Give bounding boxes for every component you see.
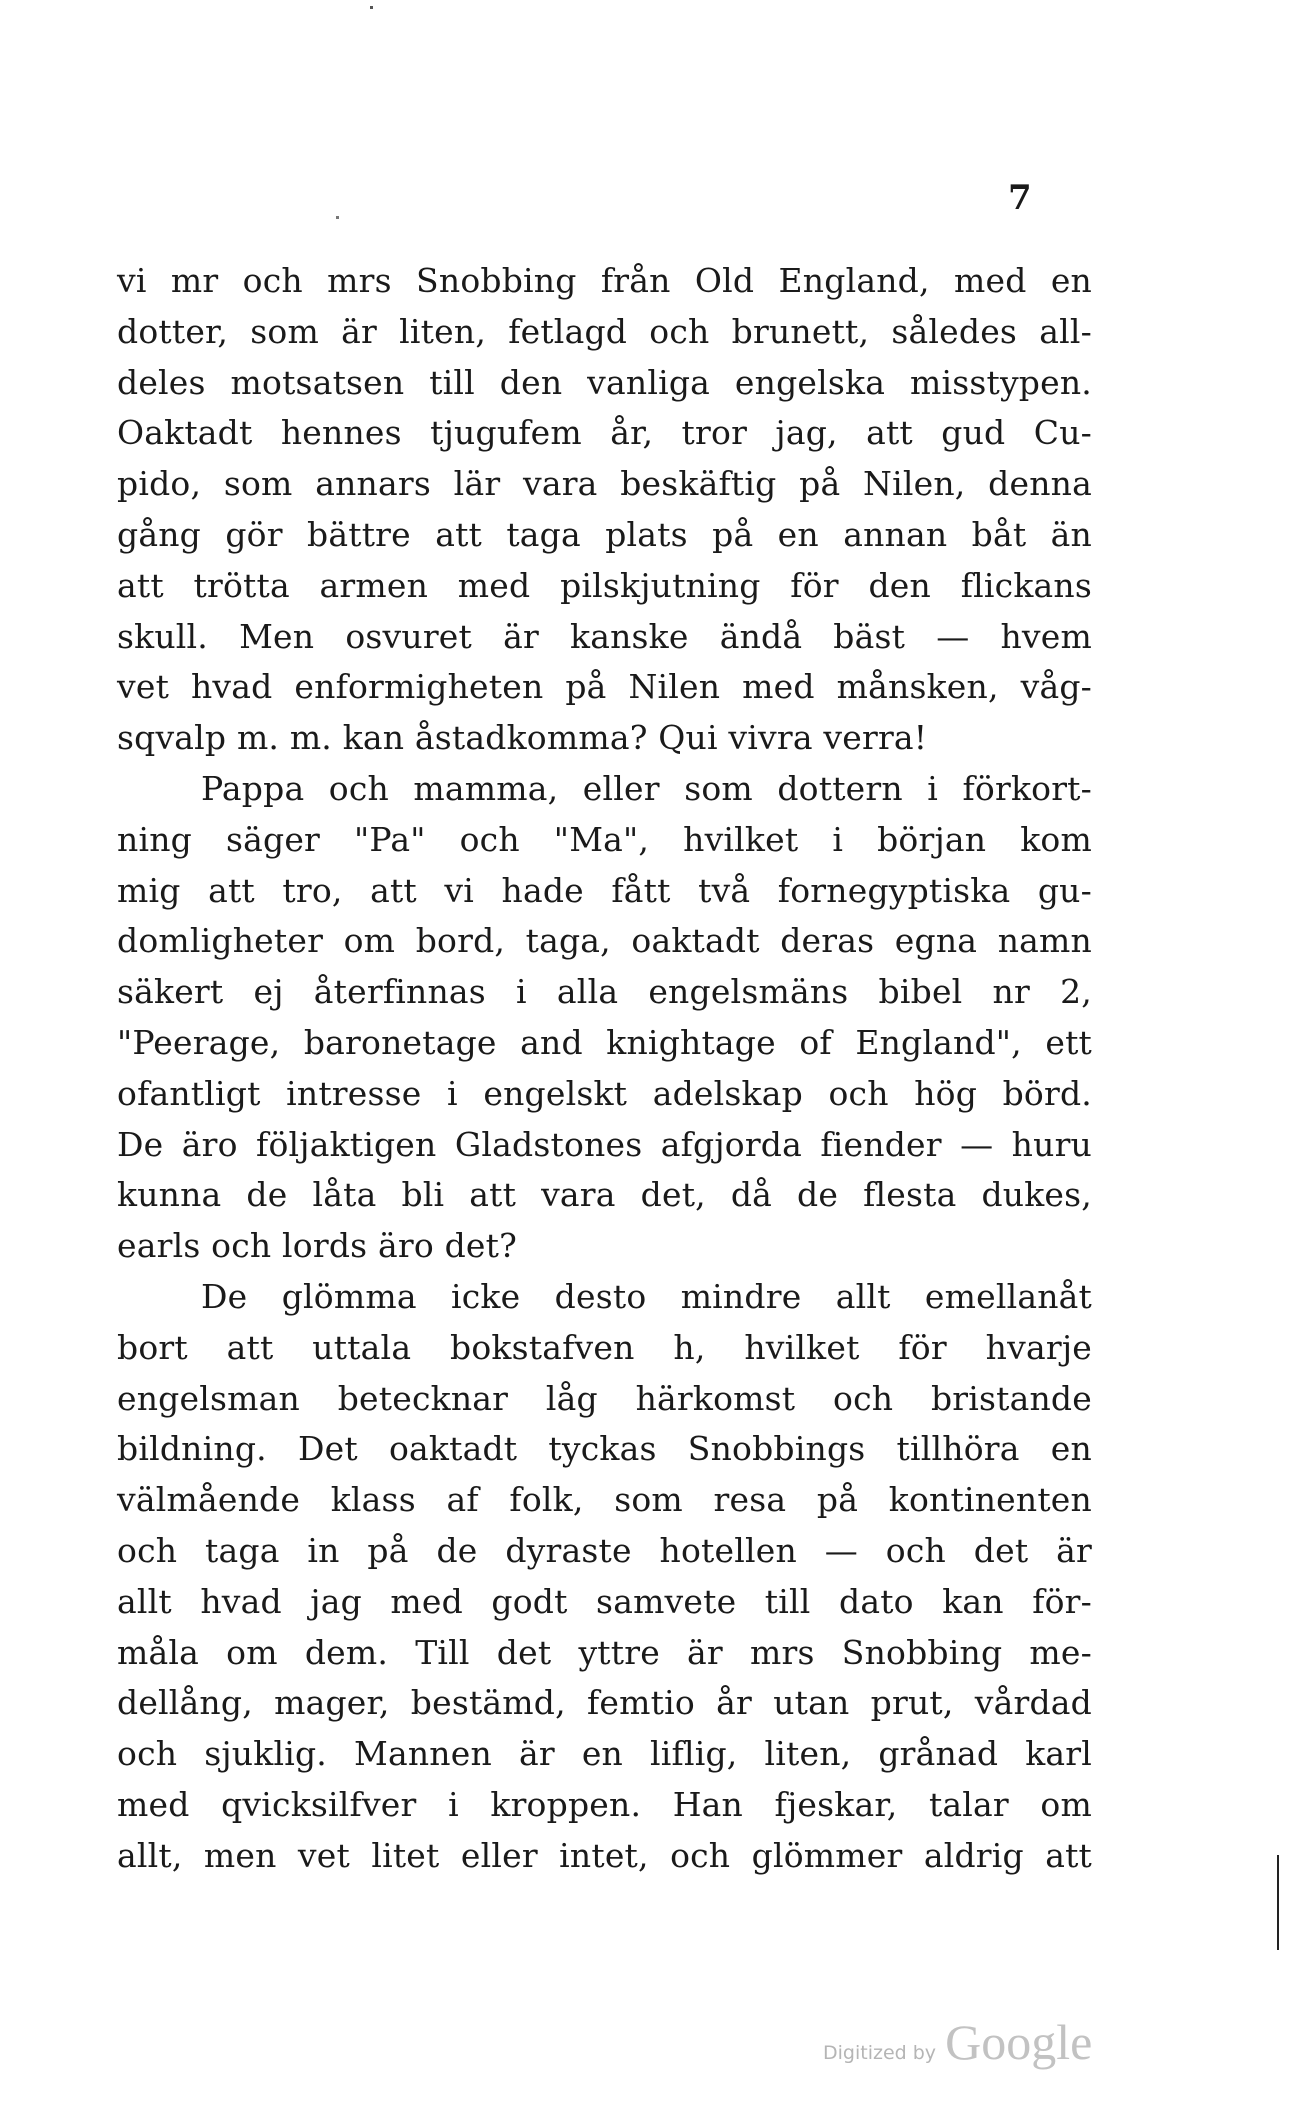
scan-speck xyxy=(336,216,339,219)
text-line: earls och lords äro det? xyxy=(117,1226,518,1266)
digitized-by-label: Digitized by xyxy=(823,2042,937,2064)
text-line: De glömma icke desto mindre allt emellanåt xyxy=(201,1276,1092,1316)
text-line: ning säger "Pa" och "Ma", hvilket i början kom xyxy=(117,819,1092,859)
text-line: sqvalp m. m. kan åstadkomma? Qui vivra verra! xyxy=(117,718,928,758)
text-line: dotter, som är liten, fetlagd och brunett, således all- xyxy=(117,311,1092,351)
text-line: ofantligt intresse i engelskt adelskap och hög börd. xyxy=(117,1073,1092,1113)
text-line: med qvicksilfver i kroppen. Han fjeskar, talar om xyxy=(117,1784,1092,1824)
body-text xyxy=(117,256,1092,1882)
text-line: bildning. Det oaktadt tyckas Snobbings tillhöra en xyxy=(117,1429,1092,1469)
text-line: och taga in på de dyraste hotellen — och det är xyxy=(117,1530,1092,1570)
text-line: skull. Men osvuret är kanske ändå bäst — hvem xyxy=(117,616,1092,656)
text-line: "Peerage, baronetage and knightage of England", ett xyxy=(117,1022,1092,1062)
text-line: allt hvad jag med godt samvete till dato kan för- xyxy=(117,1581,1092,1621)
text-line: och sjuklig. Mannen är en liflig, liten, grånad karl xyxy=(117,1734,1092,1774)
text-line: dellång, mager, bestämd, femtio år utan prut, vårdad xyxy=(117,1683,1092,1723)
text-line: vet hvad enformigheten på Nilen med månsken, våg- xyxy=(117,667,1092,707)
text-line: gång gör bättre att taga plats på en annan båt än xyxy=(117,514,1092,554)
page-number: 7 xyxy=(1008,178,1032,218)
text-line: att trötta armen med pilskjutning för den flickans xyxy=(117,565,1092,605)
text-line: måla om dem. Till det yttre är mrs Snobbing me- xyxy=(117,1632,1092,1672)
text-line: De äro följaktigen Gladstones afgjorda fiender — huru xyxy=(117,1124,1092,1164)
text-line: välmående klass af folk, som resa på kontinenten xyxy=(117,1480,1092,1520)
scan-edge-mark xyxy=(1277,1855,1279,1950)
digitized-by-watermark xyxy=(823,2013,1092,2071)
text-line: Oaktadt hennes tjugufem år, tror jag, att gud Cu- xyxy=(117,413,1092,453)
text-line: kunna de låta bli att vara det, då de flesta dukes, xyxy=(117,1175,1092,1215)
scan-speck xyxy=(370,6,373,9)
text-line: domligheter om bord, taga, oaktadt deras egna namn xyxy=(117,921,1092,961)
text-line: engelsman betecknar låg härkomst och bristande xyxy=(117,1378,1092,1418)
text-line: Pappa och mamma, eller som dottern i förkort- xyxy=(201,768,1092,808)
text-line: vi mr och mrs Snobbing från Old England, med en xyxy=(117,261,1092,300)
text-line: allt, men vet litet eller intet, och glömmer aldrig att xyxy=(117,1835,1092,1875)
google-logo: Google xyxy=(945,2014,1093,2070)
text-line: deles motsatsen till den vanliga engelska misstypen. xyxy=(117,362,1092,402)
text-line: bort att uttala bokstafven h, hvilket för hvarje xyxy=(117,1327,1092,1367)
text-line: pido, som annars lär vara beskäftig på Nilen, denna xyxy=(117,464,1092,504)
text-line: mig att tro, att vi hade fått två fornegyptiska gu- xyxy=(117,870,1092,910)
text-line: säkert ej återfinnas i alla engelsmäns bibel nr 2, xyxy=(117,972,1092,1012)
